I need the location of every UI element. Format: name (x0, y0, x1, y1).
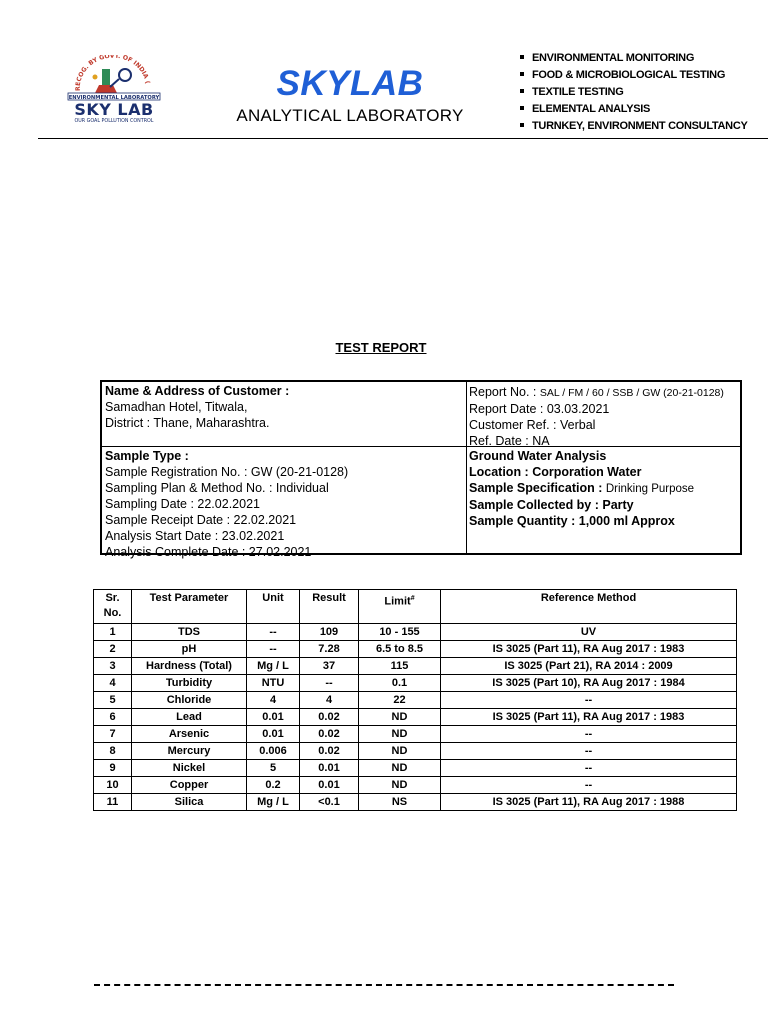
table-row (94, 726, 737, 743)
cell-limit: ND (359, 743, 441, 760)
table-row (94, 624, 737, 641)
cell-sr: 1 (94, 624, 132, 641)
column-header-unit: Unit (247, 590, 300, 624)
table-row (94, 709, 737, 726)
cell-parameter: Mercury (132, 743, 247, 760)
service-item (518, 84, 748, 101)
cell-parameter: Lead (132, 709, 247, 726)
analysis-block (469, 448, 694, 529)
cell-sr: 11 (94, 794, 132, 811)
cell-parameter: TDS (132, 624, 247, 641)
service-label: ELEMENTAL ANALYSIS (532, 103, 651, 115)
cell-method: UV (441, 624, 737, 641)
column-header-parameter: Test Parameter (132, 590, 247, 624)
column-header-sr: Sr. No. (94, 590, 132, 624)
logo-wordmark: SKY LAB (74, 100, 154, 119)
cell-unit: -- (247, 624, 300, 641)
bullet-icon (520, 123, 524, 127)
logo-band-text: ENVIRONMENTAL LABORATORY (68, 95, 160, 101)
cell-limit: ND (359, 726, 441, 743)
cell-method: -- (441, 760, 737, 777)
cell-unit: -- (247, 641, 300, 658)
bullet-icon (520, 72, 524, 76)
sample-collected-by: Sample Collected by : Party (469, 498, 634, 512)
brand-name: SKYLAB (276, 64, 424, 103)
service-item (518, 101, 748, 118)
customer-block (105, 383, 289, 431)
cell-unit: 0.01 (247, 709, 300, 726)
cell-method: -- (441, 726, 737, 743)
report-number-label: Report No. : (469, 385, 540, 399)
report-info-box (100, 380, 742, 559)
bullet-icon (520, 106, 524, 110)
cell-result: 4 (300, 692, 359, 709)
sample-location: Location : Corporation Water (469, 465, 642, 479)
table-row (94, 743, 737, 760)
cell-result: 7.28 (300, 641, 359, 658)
report-number-value: SAL / FM / 60 / SSB / GW (20-21-0128) (539, 387, 724, 399)
cell-limit: 115 (359, 658, 441, 675)
cell-result: 0.02 (300, 726, 359, 743)
analysis-type: Ground Water Analysis (469, 449, 607, 463)
column-header-method: Reference Method (441, 590, 737, 624)
table-row (94, 641, 737, 658)
cell-method: -- (441, 777, 737, 794)
service-item (518, 67, 748, 84)
service-item (518, 118, 748, 135)
cell-parameter: Hardness (Total) (132, 658, 247, 675)
customer-ref: Customer Ref. : Verbal (469, 418, 596, 432)
company-logo (50, 55, 186, 125)
sample-receipt-date: Sample Receipt Date : 22.02.2021 (105, 513, 297, 527)
cell-result: <0.1 (300, 794, 359, 811)
cell-unit: 4 (247, 692, 300, 709)
specification-label: Sample Specification : (469, 481, 606, 495)
cell-limit: ND (359, 709, 441, 726)
cell-parameter: Chloride (132, 692, 247, 709)
cell-parameter: Arsenic (132, 726, 247, 743)
logo-tagline: OUR GOAL POLLUTION CONTROL (74, 119, 154, 124)
table-header-row (94, 590, 737, 624)
brand-subtitle: ANALYTICAL LABORATORY (236, 106, 464, 125)
table-row (94, 777, 737, 794)
sampling-plan: Sampling Plan & Method No. : Individual (105, 481, 329, 495)
cell-parameter: Nickel (132, 760, 247, 777)
cell-result: 0.01 (300, 760, 359, 777)
cell-sr: 6 (94, 709, 132, 726)
cell-method: IS 3025 (Part 21), RA 2014 : 2009 (441, 658, 737, 675)
limit-footnote-mark: # (410, 595, 415, 602)
customer-heading: Name & Address of Customer : (105, 384, 290, 398)
cell-result: 109 (300, 624, 359, 641)
cell-sr: 2 (94, 641, 132, 658)
sample-quantity: Sample Quantity : 1,000 ml Approx (469, 514, 675, 528)
cell-unit: 0.006 (247, 743, 300, 760)
table-row (94, 675, 737, 692)
cell-method: -- (441, 692, 737, 709)
cell-parameter: Copper (132, 777, 247, 794)
cell-result: 37 (300, 658, 359, 675)
cell-method: IS 3025 (Part 11), RA Aug 2017 : 1988 (441, 794, 737, 811)
cell-method: IS 3025 (Part 11), RA Aug 2017 : 1983 (441, 709, 737, 726)
sample-type-heading: Sample Type : (105, 449, 189, 463)
cell-limit: 6.5 to 8.5 (359, 641, 441, 658)
table-row (94, 760, 737, 777)
service-label: TURNKEY, ENVIRONMENT CONSULTANCY (532, 120, 748, 132)
customer-district-line: District : Thane, Maharashtra. (105, 416, 270, 430)
table-row (94, 794, 737, 811)
cell-limit: NS (359, 794, 441, 811)
bullet-icon (520, 55, 524, 59)
cell-unit: 0.01 (247, 726, 300, 743)
cell-limit: ND (359, 760, 441, 777)
column-header-limit (359, 590, 441, 624)
services-list (518, 50, 748, 135)
cell-method: IS 3025 (Part 11), RA Aug 2017 : 1983 (441, 641, 737, 658)
info-column-divider (466, 382, 467, 553)
report-number (469, 384, 724, 401)
cell-parameter: Turbidity (132, 675, 247, 692)
cell-parameter: pH (132, 641, 247, 658)
limit-label: Limit (384, 595, 411, 608)
service-label: FOOD & MICROBIOLOGICAL TESTING (532, 69, 726, 81)
cell-sr: 9 (94, 760, 132, 777)
sampling-date: Sampling Date : 22.02.2021 (105, 497, 260, 511)
cell-limit: 10 - 155 (359, 624, 441, 641)
cell-result: 0.02 (300, 709, 359, 726)
cell-unit: Mg / L (247, 794, 300, 811)
cell-sr: 10 (94, 777, 132, 794)
bullet-icon (520, 89, 524, 93)
cell-method: -- (441, 743, 737, 760)
logo-arc-text: RECOG. BY GOVT. OF INDIA ( (74, 55, 151, 92)
cell-unit: 5 (247, 760, 300, 777)
ref-date: Ref. Date : NA (469, 434, 550, 448)
column-header-result: Result (300, 590, 359, 624)
header-divider (38, 138, 768, 139)
analysis-complete-date: Analysis Complete Date : 27.02.2021 (105, 545, 312, 559)
cell-result: -- (300, 675, 359, 692)
cell-sr: 7 (94, 726, 132, 743)
cell-sr: 8 (94, 743, 132, 760)
cell-parameter: Silica (132, 794, 247, 811)
cell-sr: 3 (94, 658, 132, 675)
cell-limit: 22 (359, 692, 441, 709)
report-date: Report Date : 03.03.2021 (469, 402, 610, 416)
cell-unit: Mg / L (247, 658, 300, 675)
service-item (518, 50, 748, 67)
test-results-table (93, 589, 737, 811)
analysis-start-date: Analysis Start Date : 23.02.2021 (105, 529, 285, 543)
cell-limit: 0.1 (359, 675, 441, 692)
table-row (94, 692, 737, 709)
report-details-block (469, 384, 724, 449)
cell-sr: 4 (94, 675, 132, 692)
report-title: TEST REPORT (335, 340, 427, 355)
sample-block (105, 448, 348, 560)
specification-value: Drinking Purpose (605, 483, 695, 495)
cell-unit: 0.2 (247, 777, 300, 794)
cell-sr: 5 (94, 692, 132, 709)
cell-limit: ND (359, 777, 441, 794)
cell-result: 0.01 (300, 777, 359, 794)
cell-unit: NTU (247, 675, 300, 692)
cell-result: 0.02 (300, 743, 359, 760)
table-row (94, 658, 737, 675)
sample-specification (469, 480, 694, 497)
customer-address-line: Samadhan Hotel, Titwala, (105, 400, 248, 414)
service-label: TEXTILE TESTING (532, 86, 624, 98)
service-label: ENVIRONMENTAL MONITORING (532, 52, 695, 64)
sample-registration: Sample Registration No. : GW (20-21-0128) (105, 465, 349, 479)
cell-method: IS 3025 (Part 10), RA Aug 2017 : 1984 (441, 675, 737, 692)
footer-dashed-line (94, 984, 674, 986)
